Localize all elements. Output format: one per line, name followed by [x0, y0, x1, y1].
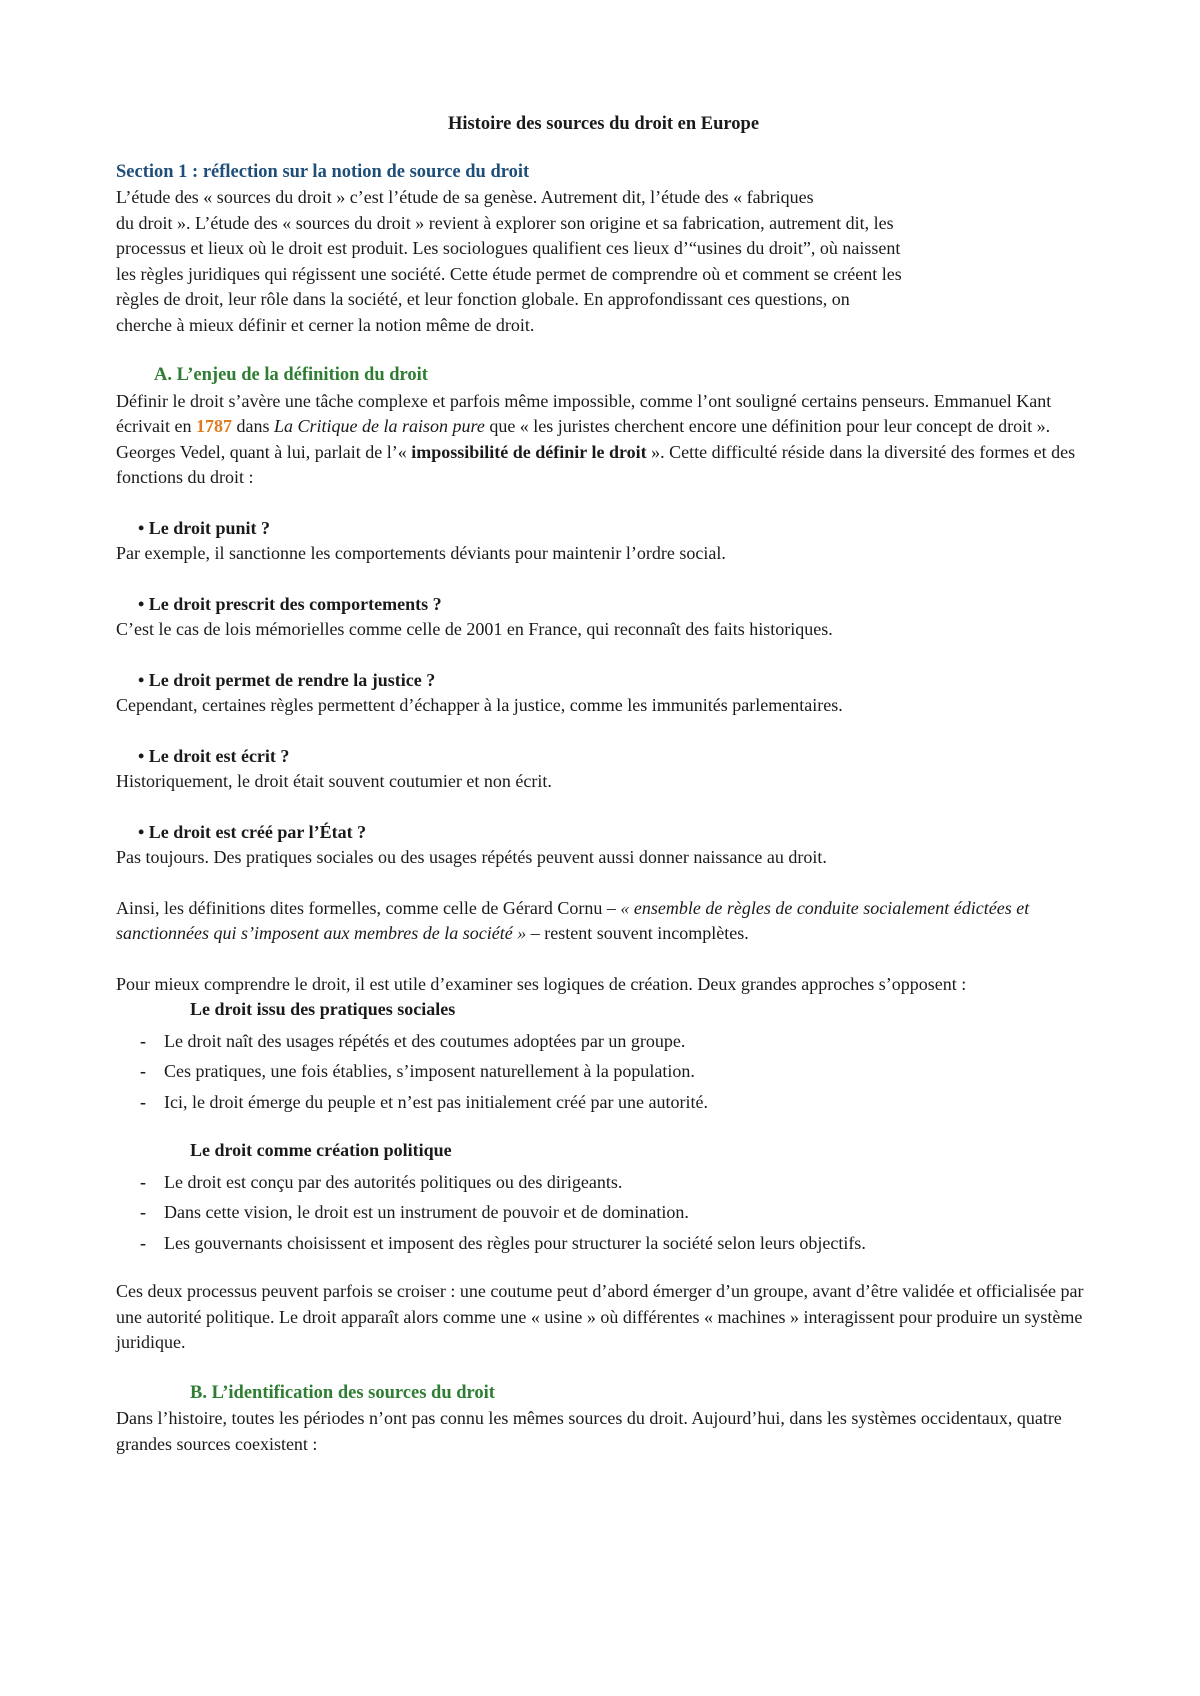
dash-marker: - [140, 1091, 146, 1112]
text-run: – restent souvent incomplètes. [526, 923, 749, 943]
dash-marker: - [140, 1232, 146, 1253]
subsection-a-heading: A. L’enjeu de la définition du droit [154, 365, 428, 385]
year-highlight: 1787 [195, 416, 232, 436]
dash-marker: - [140, 1202, 146, 1222]
subsection-a-paragraph [116, 389, 1091, 491]
question-answer: Cependant, certaines règles permettent d’échapper à la justice, comme les immunités parlementaires. [116, 695, 843, 715]
list-item [116, 1090, 1091, 1116]
list-item [116, 1059, 1091, 1085]
list-item [116, 1170, 1091, 1196]
question-answer: Par exemple, il sanctionne les comportements déviants pour maintenir l’ordre social. [116, 543, 726, 563]
approach-1-list [116, 1029, 1091, 1116]
dash-marker: - [140, 1061, 146, 1081]
paragraph-line: processus et lieux où le droit est produit. Les sociologues qualifient ces lieux d’“usines du droit”, où naissent [116, 238, 901, 258]
conclusion-paragraph: Ces deux processus peuvent parfois se croiser : une coutume peut d’abord émerger d’un groupe, avant d’être validée et officialisée par une autorité politique. Le droit apparaît alors comme une « usine » où différentes « machines » interagissent pour produire un système juridique. [116, 1281, 1084, 1352]
question-heading: • Le droit punit ? [138, 517, 270, 538]
list-item-text: Ces pratiques, une fois établies, s’imposent naturellement à la population. [164, 1061, 695, 1081]
approach-2-heading: Le droit comme création politique [190, 1140, 452, 1160]
list-item [116, 1029, 1091, 1055]
dash-marker: - [140, 1030, 146, 1051]
document-body [116, 112, 1091, 1457]
paragraph-line: règles de droit, leur rôle dans la société, et leur fonction globale. En approfondissant ces questions, on [116, 289, 850, 309]
text-run: Ainsi, les définitions dites formelles, comme celle de Gérard Cornu – [116, 897, 621, 918]
text-run: que « les juristes cherchent encore une définition pour leur concept de droit ». Georges Vedel, quant à lui, parlait de l’« [116, 416, 1051, 462]
text-run: dans [231, 416, 274, 436]
paragraph-line: L’étude des « sources du droit » c’est l’étude de sa genèse. Autrement dit, l’étude des « fabriques [116, 187, 814, 207]
dash-marker: - [140, 1171, 146, 1192]
list-item-text: Les gouvernants choisissent et imposent des règles pour structurer la société selon leurs objectifs. [164, 1232, 866, 1253]
list-item-text: Dans cette vision, le droit est un instrument de pouvoir et de domination. [164, 1202, 689, 1222]
list-item-text: Le droit est conçu par des autorités politiques ou des dirigeants. [164, 1171, 623, 1192]
approaches-intro: Pour mieux comprendre le droit, il est utile d’examiner ses logiques de création. Deux grandes approches s’opposent : [116, 973, 967, 994]
cornu-paragraph [116, 896, 1091, 947]
question-heading: • Le droit est créé par l’État ? [138, 821, 367, 842]
text-run: ». Cette difficulté réside dans la diversité des formes et des fonctions du droit : [116, 441, 1076, 487]
question-answer: Historiquement, le droit était souvent coutumier et non écrit. [116, 771, 552, 791]
paragraph-line: du droit ». L’étude des « sources du droit » revient à explorer son origine et sa fabrication, autrement dit, les [116, 212, 894, 233]
document-title: Histoire des sources du droit en Europe [447, 114, 760, 134]
question-heading: • Le droit prescrit des comportements ? [138, 593, 442, 614]
approach-1-heading: Le droit issu des pratiques sociales [190, 999, 456, 1019]
section-1-paragraph [116, 185, 1091, 338]
book-title: La Critique de la raison pure [273, 416, 485, 436]
list-item-text: Ici, le droit émerge du peuple et n’est pas initialement créé par une autorité. [164, 1091, 708, 1112]
paragraph-line: les règles juridiques qui régissent une société. Cette étude permet de comprendre où et comment se créent les [116, 263, 902, 284]
question-heading: • Le droit permet de rendre la justice ? [138, 669, 436, 690]
bold-phrase: impossibilité de définir le droit [411, 441, 647, 462]
approach-2-list [116, 1170, 1091, 1257]
list-item [116, 1231, 1091, 1257]
list-item [116, 1200, 1091, 1226]
paragraph-line: cherche à mieux définir et cerner la notion même de droit. [116, 314, 535, 335]
subsection-b-heading: B. L’identification des sources du droit [190, 1382, 495, 1403]
question-answer: C’est le cas de lois mémorielles comme celle de 2001 en France, qui reconnaît des faits historiques. [116, 619, 833, 639]
subsection-b-paragraph: Dans l’histoire, toutes les périodes n’ont pas connu les mêmes sources du droit. Aujourd’hui, dans les systèmes occidentaux, quatre grandes sources coexistent : [116, 1408, 1062, 1454]
section-1-heading: Section 1 : réflection sur la notion de source du droit [116, 161, 530, 182]
question-heading: • Le droit est écrit ? [138, 745, 290, 766]
text-run: Définir le droit s’avère une tâche complexe et parfois même impossible, comme l’ont souligné certains penseurs. Emmanuel Kant écrivait en [116, 390, 1052, 436]
list-item-text: Le droit naît des usages répétés et des coutumes adoptées par un groupe. [164, 1030, 686, 1051]
question-answer: Pas toujours. Des pratiques sociales ou des usages répétés peuvent aussi donner naissance au droit. [116, 847, 827, 867]
cornu-quote: « ensemble de règles de conduite socialement édictées et sanctionnées qui s’imposent aux membres de la société » [116, 897, 1030, 943]
